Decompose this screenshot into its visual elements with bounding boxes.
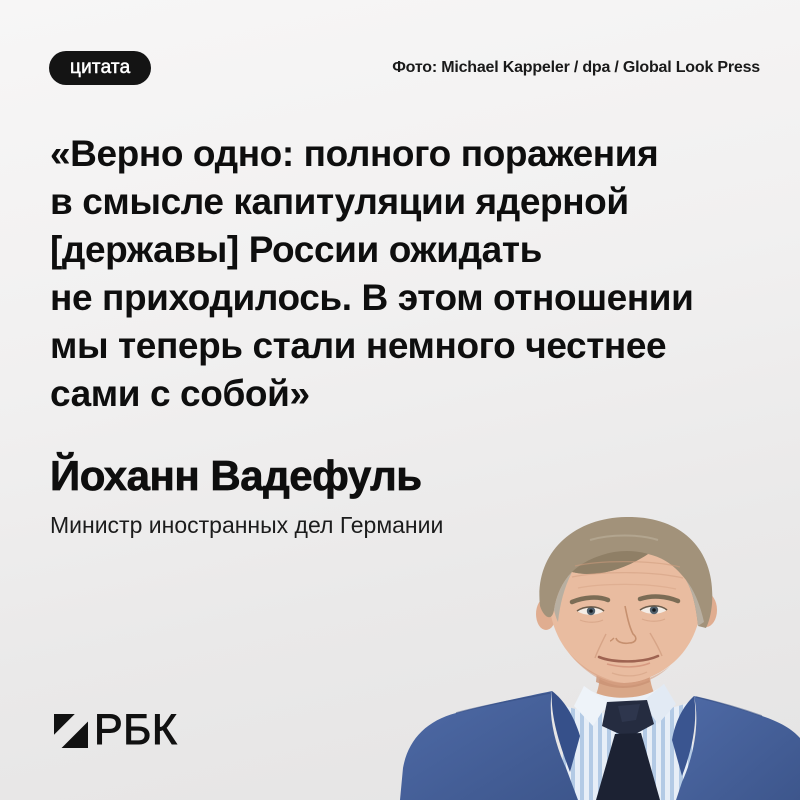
quote-text — [50, 130, 760, 418]
quote-line: сами с собой» — [50, 373, 310, 414]
rbc-logo-mark-icon — [54, 714, 88, 748]
quote-line: не приходилось. В этом отношении — [50, 277, 694, 318]
rbc-logo-text: РБК — [94, 705, 178, 754]
speaker-block — [50, 451, 443, 539]
rbc-logo — [54, 705, 178, 754]
quote-line: мы теперь стали немного честнее — [50, 325, 667, 366]
quote-badge — [49, 51, 151, 85]
quote-line: в смысле капитуляции ядерной — [50, 181, 629, 222]
portrait-photo — [400, 510, 800, 800]
quote-badge-label: цитата — [70, 57, 131, 78]
photo-credit: Фото: Michael Kappeler / dpa / Global Look Press — [392, 59, 760, 76]
quote-line: «Верно одно: полного поражения — [50, 133, 659, 174]
speaker-title: Министр иностранных дел Германии — [50, 512, 444, 538]
speaker-name: Йоханн Вадефуль — [50, 452, 422, 499]
quote-line: [державы] России ожидать — [50, 229, 542, 270]
